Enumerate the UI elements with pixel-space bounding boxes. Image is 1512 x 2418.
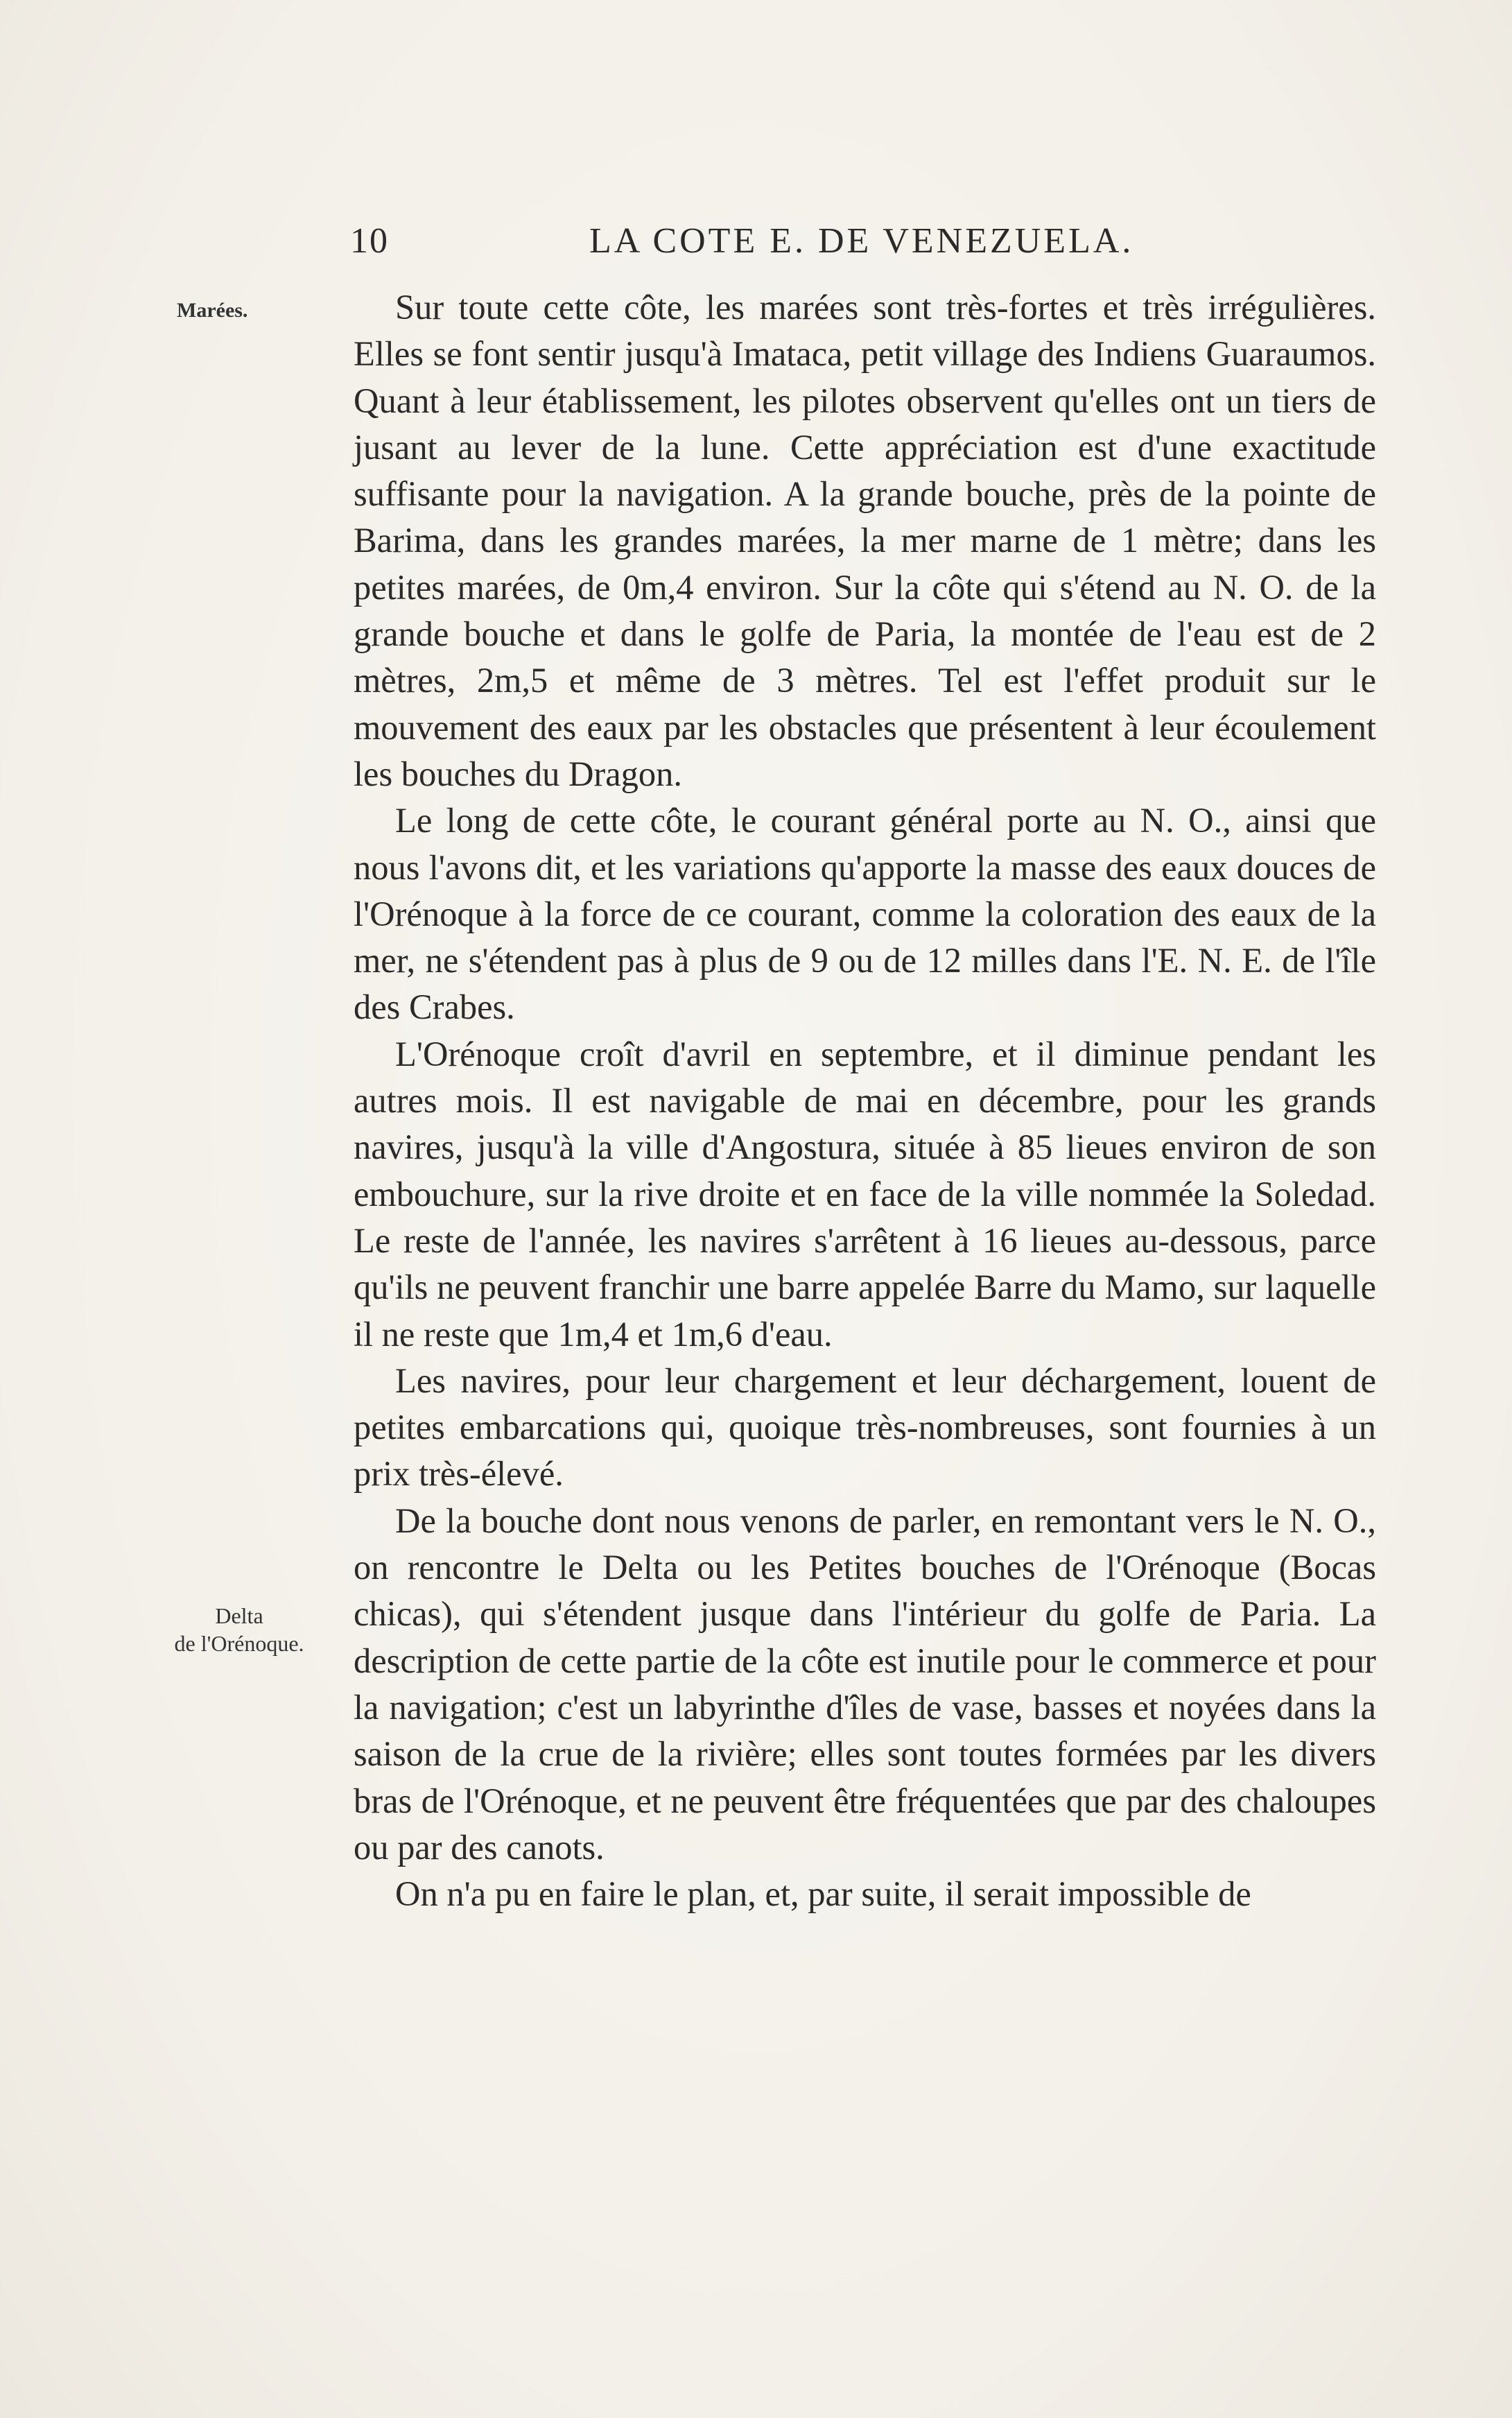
running-title: LA COTE E. DE VENEZUELA. — [589, 221, 1134, 261]
margin-note-delta — [153, 1602, 326, 1657]
margin-note-marees: Marées. — [177, 299, 248, 322]
paragraph-plan: On n'a pu en faire le plan, et, par suite, il serait impossible de — [395, 1874, 1251, 1914]
paragraph-navires: Les navires, pour leur chargement et leur déchargement, louent de petites embarcations qui, quoique très-nombreuses, sont fournies à un prix très-élevé. — [354, 1361, 1376, 1494]
margin-note-delta-line1: Delta — [215, 1603, 263, 1628]
paragraph-delta: De la bouche dont nous venons de parler, en remontant vers le N. O., on rencontre le Delta ou les Petites bouches de l'Orénoque (Bocas chicas), qui s'étendent jusque dans l'intérieur du golfe de Paria. La description de cette partie de la côte est inutile pour le commerce et pour la navigation; c'est un labyrinthe d'îles de vase, basses et noyées dans la saison de la crue de la rivière; elles sont toutes formées par les divers bras de l'Orénoque, et ne peuvent être fréquentées que par des chaloupes ou par des canots. — [354, 1501, 1376, 1867]
paragraph-orenoque-crue: L'Orénoque croît d'avril en septembre, et il diminue pendant les autres mois. Il est navigable de mai en décembre, pour les grands navires, jusqu'à la ville d'Angostura, située à 85 lieues environ de son embouchure, sur la rive droite et en face de la ville nommée la Soledad. Le reste de l'année, les navires s'arrêtent à 16 lieues au-dessous, parce qu'ils ne peuvent franchir une barre appelée Barre du Mamo, sur laquelle il ne reste que 1m,4 et 1m,6 d'eau. — [354, 1034, 1376, 1354]
body-text — [354, 284, 1376, 1917]
margin-note-delta-line2: de l'Orénoque. — [174, 1631, 304, 1656]
paragraph-marees: Sur toute cette côte, les marées sont très-fortes et très irrégulières. Elles se font sentir jusqu'à Imataca, petit village des Indiens Guaraumos. Quant à leur établissement, les pilotes observent qu'elles ont un tiers de jusant au lever de la lune. Cette appréciation est d'une exactitude suffisante pour la navigation. A la grande bouche, près de la pointe de Barima, dans les grandes marées, la mer marne de 1 mètre; dans les petites marées, de 0m,4 environ. Sur la côte qui s'étend au N. O. de la grande bouche et dans le golfe de Paria, la montée de l'eau est de 2 mètres, 2m,5 et même de 3 mètres. Tel est l'effet produit sur le mouvement des eaux par les obstacles que présentent à leur écoulement les bouches du Dragon. — [354, 288, 1376, 793]
page-header — [350, 221, 1376, 262]
page-number: 10 — [350, 221, 389, 261]
paragraph-courant: Le long de cette côte, le courant général porte au N. O., ainsi que nous l'avons dit, et les variations qu'apporte la masse des eaux douces de l'Orénoque à la force de ce courant, comme la coloration des eaux de la mer, ne s'étendent pas à plus de 9 ou de 12 milles dans l'E. N. E. de l'île des Crabes. — [354, 801, 1376, 1027]
